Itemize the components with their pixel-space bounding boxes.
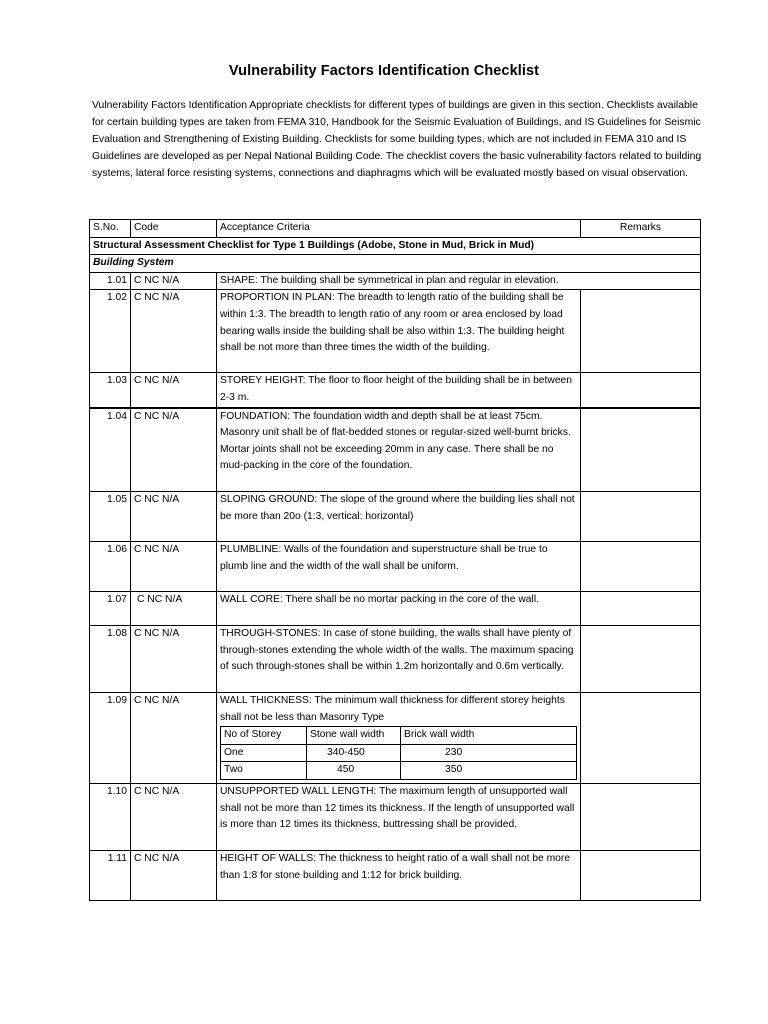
row-remarks [581, 408, 701, 492]
document-title: Vulnerability Factors Identification Checklist [228, 63, 540, 79]
wall-thickness-subtable [220, 726, 577, 780]
subsection-row [90, 255, 701, 273]
row-criteria: STOREY HEIGHT: The floor to floor height of the building shall be in between 2-3 m. [217, 373, 581, 408]
row-code: C NC N/A [131, 592, 217, 626]
table-row [90, 373, 701, 408]
subtable-header: Stone wall width [307, 727, 401, 745]
subtable-row [221, 744, 577, 762]
row-remarks [581, 290, 701, 373]
table-row [90, 851, 701, 901]
row-code: C NC N/A [131, 492, 217, 542]
table-row [90, 592, 701, 626]
row-remarks [581, 784, 701, 851]
row-remarks [581, 373, 701, 408]
row-sno: 1.06 [90, 542, 131, 592]
row-criteria: UNSUPPORTED WALL LENGTH: The maximum length of unsupported wall shall not be more than 12 times its thickness. If the length of unsupported wall is more than 12 times its thickness, buttressing shall be provided. [217, 784, 581, 851]
table-row [90, 784, 701, 851]
row-remarks [581, 851, 701, 901]
subtable-row [221, 762, 577, 780]
table-row [90, 408, 701, 492]
subsection-title: Building System [90, 255, 701, 273]
row-code: C NC N/A [131, 290, 217, 373]
header-code: Code [131, 220, 217, 238]
header-criteria: Acceptance Criteria [217, 220, 581, 238]
row-remarks [581, 693, 701, 784]
row-code: C NC N/A [131, 626, 217, 693]
table-row [90, 492, 701, 542]
header-sno: S.No. [90, 220, 131, 238]
row-code: C NC N/A [131, 851, 217, 901]
table-header-row [90, 220, 701, 238]
row-remarks [581, 542, 701, 592]
row-criteria: FOUNDATION: The foundation width and depth shall be at least 75cm. Masonry unit shall be of flat-bedded stones or regular-sized well-burnt bricks. Mortar joints shall not be exceeding 20mm in any case. There shall be no mud-packing in the core of the foundation. [217, 408, 581, 492]
subtable-cell: 340-450 [307, 744, 401, 762]
row-code: C NC N/A [131, 784, 217, 851]
header-remarks: Remarks [581, 220, 701, 238]
row-sno: 1.04 [90, 408, 131, 492]
row-sno: 1.03 [90, 373, 131, 408]
table-row [90, 542, 701, 592]
row-criteria: WALL THICKNESS: The minimum wall thickness for different storey heights shall not be less than Masonry Type [220, 695, 565, 723]
row-sno: 1.07 [90, 592, 131, 626]
subtable-header: Brick wall width [401, 727, 577, 745]
table-row [90, 290, 701, 373]
subtable-cell: One [221, 744, 307, 762]
row-criteria: PROPORTION IN PLAN: The breadth to length ratio of the building shall be within 1:3. The breadth to length ratio of any room or area enclosed by load bearing walls inside the building shall be also within 1:3. The building height shall be not more than three times the width of the building. [217, 290, 581, 373]
checklist-table [89, 219, 701, 901]
row-sno: 1.05 [90, 492, 131, 542]
table-row [90, 693, 701, 784]
row-sno: 1.10 [90, 784, 131, 851]
row-code: C NC N/A [131, 272, 217, 290]
row-criteria: HEIGHT OF WALLS: The thickness to height ratio of a wall shall not be more than 1:8 for stone building and 1:12 for brick building. [217, 851, 581, 901]
intro-paragraph: Vulnerability Factors Identification Appropriate checklists for different types of buildings are given in this section. Checklists available for certain building types are taken from FEMA 310, Handbook for the Seismic Evaluation of Buildings, and IS Guidelines for Seismic Evaluation and Strengthening of Existing Building. Checklists for some building types, which are not included in FEMA 310 and IS Guidelines are developed as per Nepal National Building Code. The checklist covers the basic vulnerability factors related to building systems, lateral force resisting systems, connections and diaphragms which will be evaluated mostly based on visual observation. [92, 100, 702, 179]
subtable-cell: 450 [307, 762, 401, 780]
row-sno: 1.02 [90, 290, 131, 373]
row-code: C NC N/A [131, 373, 217, 408]
section-title: Structural Assessment Checklist for Type 1 Buildings (Adobe, Stone in Mud, Brick in Mud) [90, 237, 701, 255]
row-sno: 1.01 [90, 272, 131, 290]
row-sno: 1.09 [90, 693, 131, 784]
row-criteria: SLOPING GROUND: The slope of the ground where the building lies shall not be more than 20o (1:3, vertical: horizontal) [217, 492, 581, 542]
row-code: C NC N/A [131, 408, 217, 492]
row-remarks [581, 592, 701, 626]
subtable-header: No of Storey [221, 727, 307, 745]
section-row [90, 237, 701, 255]
subtable-cell: Two [221, 762, 307, 780]
row-sno: 1.11 [90, 851, 131, 901]
row-sno: 1.08 [90, 626, 131, 693]
subtable-header-row [221, 727, 577, 745]
subtable-cell: 230 [401, 744, 577, 762]
row-remarks [581, 492, 701, 542]
row-criteria: WALL CORE: There shall be no mortar packing in the core of the wall. [217, 592, 581, 626]
row-criteria: THROUGH-STONES: In case of stone building, the walls shall have plenty of through-stones extending the whole width of the walls. The maximum spacing of such through-stones shall be within 1.2m horizontally and 0.6m vertically. [217, 626, 581, 693]
row-criteria: PLUMBLINE: Walls of the foundation and superstructure shall be true to plumb line and the width of the wall shall be uniform. [217, 542, 581, 592]
table-row [90, 272, 701, 290]
subtable-cell: 350 [401, 762, 577, 780]
row-criteria-cell [217, 693, 581, 784]
table-row [90, 626, 701, 693]
row-code: C NC N/A [131, 693, 217, 784]
row-code: C NC N/A [131, 542, 217, 592]
row-remarks [581, 626, 701, 693]
row-criteria: SHAPE: The building shall be symmetrical in plan and regular in elevation. [217, 272, 701, 290]
